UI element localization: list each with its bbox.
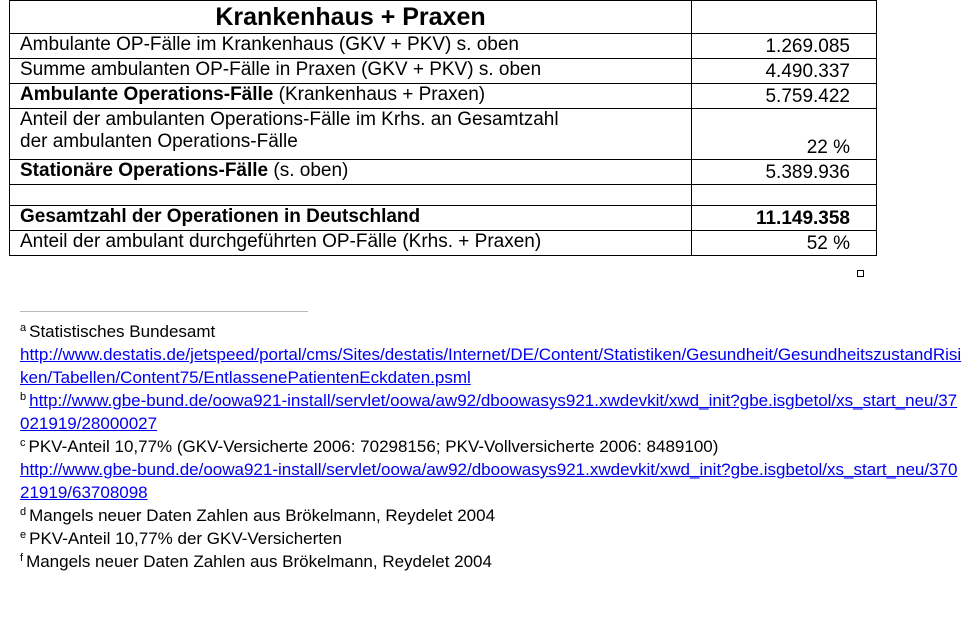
footnote-link[interactable]: http://www.destatis.de/jetspeed/portal/cms/Sites/destatis/Internet/DE/Content/Statistiken/Gesundheit/GesundheitszustandRisiken/Tabellen/Content75/EntlassenePatientenEckdaten.psml <box>20 345 962 387</box>
footnote-marker: b <box>20 391 27 403</box>
footnotes <box>20 320 965 573</box>
footnote-link[interactable]: http://www.gbe-bund.de/oowa921-install/servlet/oowa/aw92/dboowasys921.xwdevkit/xwd_init?gbe.isgbetol/xs_start_neu/37021919/63708098 <box>20 460 958 502</box>
row-label <box>10 185 692 206</box>
footnote-a <box>20 320 965 389</box>
row-value <box>692 185 877 206</box>
row-label-rest: (Krankenhaus + Praxen) <box>273 84 486 105</box>
operations-table <box>9 0 877 256</box>
row-label <box>10 160 692 185</box>
row-value: 52 % <box>692 231 877 256</box>
row-label: Ambulante OP-Fälle im Krankenhaus (GKV + PKV) s. oben <box>10 34 692 59</box>
footnote-text: PKV-Anteil 10,77% (GKV-Versicherte 2006: 70298156; PKV-Vollversicherte 2006: 8489100) <box>28 437 719 456</box>
row-label <box>10 109 692 160</box>
footnote-e <box>20 527 965 550</box>
footnote-c <box>20 435 965 504</box>
table-title-value-cell <box>692 1 877 34</box>
table-row <box>10 84 877 109</box>
footnote-link[interactable]: http://www.gbe-bund.de/oowa921-install/servlet/oowa/aw92/dboowasys921.xwdevkit/xwd_init?gbe.isgbetol/xs_start_neu/37021919/28000027 <box>20 391 958 433</box>
table-row <box>10 109 877 160</box>
footnote-marker: e <box>20 529 27 541</box>
table-row <box>10 160 877 185</box>
row-value: 22 % <box>692 109 877 160</box>
row-value: 5.389.936 <box>692 160 877 185</box>
footnote-marker: a <box>20 322 27 334</box>
row-label <box>10 84 692 109</box>
footnote-b <box>20 389 965 435</box>
row-label-line2: der ambulanten Operations-Fälle <box>20 131 298 152</box>
footnote-marker: c <box>20 437 26 449</box>
row-label-rest: (s. oben) <box>268 160 349 181</box>
row-value: 11.149.358 <box>692 206 877 231</box>
row-label: Summe ambulanten OP-Fälle in Praxen (GKV + PKV) s. oben <box>10 59 692 84</box>
row-value: 5.759.422 <box>692 84 877 109</box>
table-title: Krankenhaus + Praxen <box>10 1 692 34</box>
table-row-total <box>10 206 877 231</box>
row-label-bold: Stationäre Operations-Fälle <box>20 160 269 181</box>
table-row <box>10 59 877 84</box>
row-value: 1.269.085 <box>692 34 877 59</box>
row-label: Gesamtzahl der Operationen in Deutschland <box>10 206 692 231</box>
table-row <box>10 34 877 59</box>
footnote-text: Mangels neuer Daten Zahlen aus Brökelmann, Reydelet 2004 <box>29 506 496 525</box>
footnote-marker: d <box>20 506 27 518</box>
footnote-marker: f <box>20 552 24 564</box>
footnote-separator <box>20 311 308 312</box>
table-row <box>10 231 877 256</box>
table-resize-handle[interactable] <box>857 270 864 277</box>
footnote-text: PKV-Anteil 10,77% der GKV-Versicherten <box>29 529 342 548</box>
row-label-bold: Ambulante Operations-Fälle <box>20 84 274 105</box>
data-table-container <box>9 0 877 256</box>
table-row-empty <box>10 185 877 206</box>
footnote-f <box>20 550 965 573</box>
footnote-d <box>20 504 965 527</box>
table-title-row <box>10 1 877 34</box>
row-value: 4.490.337 <box>692 59 877 84</box>
row-label-line1: Anteil der ambulanten Operations-Fälle im Krhs. an Gesamtzahl <box>20 109 559 130</box>
footnote-text: Mangels neuer Daten Zahlen aus Brökelmann, Reydelet 2004 <box>26 552 492 571</box>
row-label: Anteil der ambulant durchgeführten OP-Fälle (Krhs. + Praxen) <box>10 231 692 256</box>
footnote-text: Statistisches Bundesamt <box>29 322 216 341</box>
